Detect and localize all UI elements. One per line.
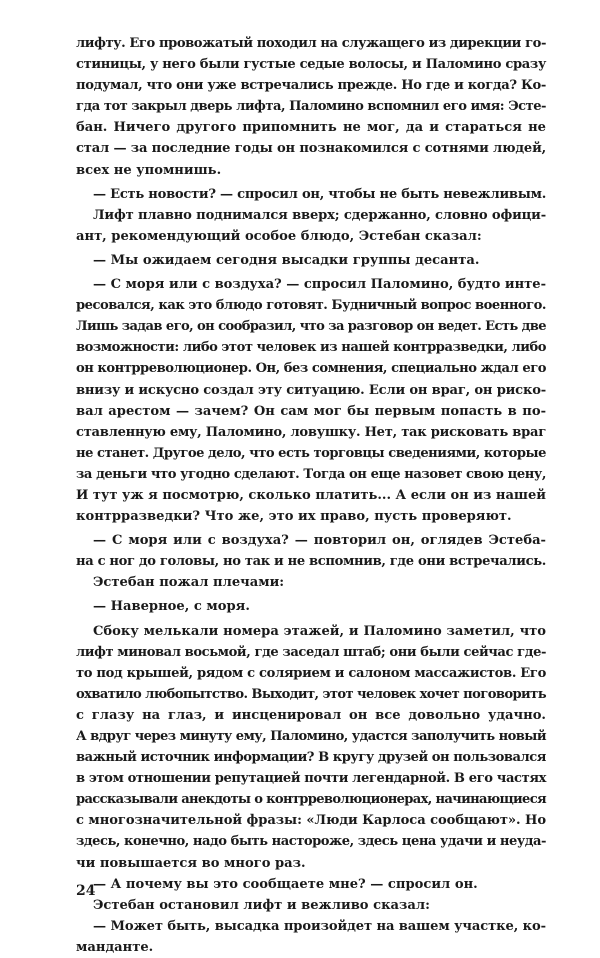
text-line: важный источник информации? В кругу друзей он пользовался xyxy=(76,750,546,766)
text-line: — С моря или с воздуха? — спросил Паломино, будто инте- xyxy=(93,277,546,293)
page-text xyxy=(76,33,546,958)
text-line: вал арестом — зачем? Он сам мог бы первым попасть в по- xyxy=(76,403,546,419)
text-line: И тут уж я посмотрю, сколько платить... А если он из нашей xyxy=(76,487,546,503)
text-line: манданте. xyxy=(76,939,154,955)
text-line: всех не упомнишь. xyxy=(76,162,222,178)
text-line: здесь, конечно, надо быть настороже, здесь цена удачи и неуда- xyxy=(76,834,546,850)
text-line: бан. Ничего другого припомнить не мог, да и стараться не xyxy=(76,120,546,136)
text-line: с многозначительной фразы: «Люди Карлоса сообщают». Но xyxy=(76,813,546,829)
text-line: — С моря или с воздуха? — повторил он, оглядев Эстеба- xyxy=(93,533,546,549)
text-line: Лифт плавно поднимался вверх; сдержанно, словно офици- xyxy=(93,207,547,223)
text-line: ставленную ему, Паломино, ловушку. Нет, так рисковать враг xyxy=(76,424,546,440)
text-line: гда тот закрыл дверь лифта, Паломино вспомнил его имя: Эсте- xyxy=(76,99,546,115)
text-line: в этом отношении репутацией почти легендарной. В его частях xyxy=(76,771,546,787)
page-number: 24 xyxy=(76,883,96,899)
text-line: не станет. Другое дело, что есть торговцы сведениями, которые xyxy=(76,445,546,461)
text-line: ант, рекомендующий особое блюдо, Эстебан сказал: xyxy=(76,228,482,244)
text-line: охватило любопытство. Выходит, этот человек хочет поговорить xyxy=(76,686,546,702)
text-line: за деньги что угодно сделают. Тогда он еще назовет свою цену, xyxy=(76,466,546,482)
text-line: — Наверное, с моря. xyxy=(93,599,250,615)
text-line: на с ног до головы, но так и не вспомнив, где они встречались. xyxy=(76,554,547,570)
text-line: он контрреволюционер. Он, без сомнения, специально ждал его xyxy=(76,361,546,377)
text-line: Лишь задав его, он сообразил, что за разговор он ведет. Есть две xyxy=(76,319,546,335)
text-line: то под крышей, рядом с солярием и салоном массажистов. Его xyxy=(76,665,546,681)
text-line: подумал, что они уже встречались прежде. Но где и когда? Ко- xyxy=(76,78,546,94)
text-line: чи повышается во много раз. xyxy=(76,855,306,871)
text-line: — Мы ожидаем сегодня высадки группы десанта. xyxy=(93,252,480,268)
text-line: — Есть новости? — спросил он, чтобы не быть невежливым. xyxy=(93,186,547,202)
text-line: Сбоку мелькали номера этажей, и Паломино заметил, что xyxy=(93,623,546,639)
text-line: внизу и искусно создал эту ситуацию. Если он враг, он риско- xyxy=(76,382,546,398)
text-line: рассказывали анекдоты о контрреволюционерах, начинающиеся xyxy=(76,792,546,808)
text-line: Эстебан остановил лифт и вежливо сказал: xyxy=(93,897,430,913)
text-line: А вдруг через минуту ему, Паломино, удастся заполучить новый xyxy=(76,729,546,744)
text-line: контрразведки? Что же, это их право, пусть проверяют. xyxy=(76,509,512,525)
text-line: Эстебан пожал плечами: xyxy=(93,575,285,591)
text-line: стал — за последние годы он познакомился с сотнями людей, xyxy=(76,141,546,157)
text-line: стиницы, у него были густые седые волосы, и Паломино сразу xyxy=(76,57,546,73)
text-line: возможности: либо этот человек из нашей контрразведки, либо xyxy=(76,340,546,356)
text-line: — Может быть, высадка произойдет на вашем участке, ко- xyxy=(93,918,546,934)
text-line: с глазу на глаз, и инсценировал он все довольно удачно. xyxy=(76,707,546,723)
text-line: лифту. Его провожатый походил на служащего из дирекции го- xyxy=(76,36,546,51)
text-line: — А почему вы это сообщаете мне? — спросил он. xyxy=(93,876,478,892)
text-line: ресовался, как это блюдо готовят. Будничный вопрос военного. xyxy=(76,298,546,314)
text-line: лифт миновал восьмой, где заседал штаб; они были сейчас где- xyxy=(76,644,546,660)
